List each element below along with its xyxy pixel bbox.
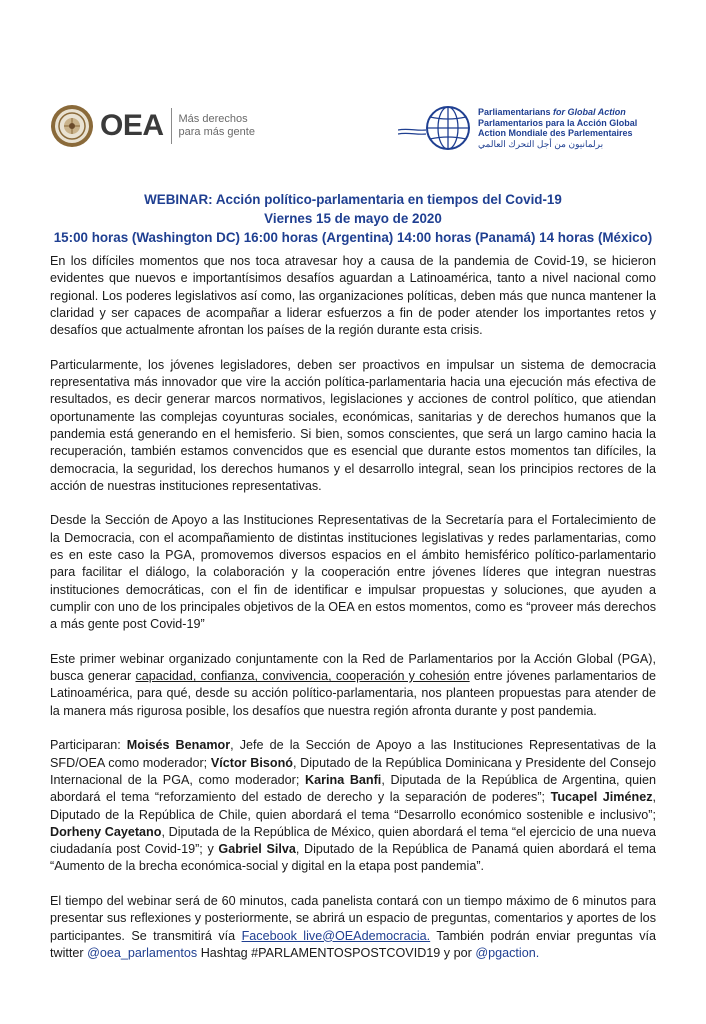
pga-line4: برلمانيون من أجل التحرك العالمي: [478, 138, 604, 149]
oea-tagline: [179, 113, 255, 139]
pgaction-link[interactable]: @pgaction.: [475, 945, 540, 960]
twitter-oea-link[interactable]: @oea_parlamentos: [87, 945, 198, 960]
oea-seal-icon: [50, 104, 94, 148]
participant-name: Dorheny Cayetano: [50, 824, 162, 839]
p5-intro: Participaran:: [50, 738, 127, 753]
facebook-link[interactable]: Facebook live@OEAdemocracia.: [241, 928, 431, 943]
globe-icon: [398, 104, 472, 152]
p4-text-a: Este primer webinar organizado conjuntamente con la Red de Parlamentarios por la Acción Global (PGA), busca generar: [50, 651, 656, 684]
pga-line1-main: Parliamentarians: [478, 107, 551, 117]
pga-line3: Action Mondiale des Parlementaires: [478, 128, 633, 138]
oea-tagline-line1: Más derechos: [178, 113, 248, 125]
document-body: [50, 253, 656, 979]
oea-tagline-line2: para más gente: [178, 126, 255, 138]
paragraph-3: Desde la Sección de Apoyo a las Instituciones Representativas de la Secretaría para el Fortalecimiento de la Democracia, con el acompañamiento de distintas instituciones legislativas y redes parlamentarias, como es en este caso la PGA, promovemos diversos espacios en el ámbito hemisférico político-parlamentario para facilitar el diálogo, la colaboración y la cooperación entre jóvenes líderes que integran nuestras instituciones democráticas, con el fin de identificar e impulsar propuestas y soluciones, que ayuden a cumplir con uno de los principales objetivos de la OEA en estos momentos, como es “proveer más derechos a más gente post Covid-19”: [50, 513, 656, 632]
p6-text-b: También podrán enviar preguntas vía twitter: [50, 928, 656, 960]
p4-text-b: entre jóvenes parlamentarios de Latinoamérica, para qué, desde su acción político-parlamentaria, nos planteen propuestas para atender de la manera más rigurosa posible, los desafíos que nuestra región afronta durante y post pandemia.: [50, 669, 657, 718]
participant-name: Karina Banfi: [305, 772, 382, 787]
paragraph-5-participants: [50, 737, 656, 875]
paragraph-1: En los difíciles momentos que nos toca atravesar hoy a causa de la pandemia de Covid-19, se hicieron evidentes que nuevos e importantísimos desafíos aguardan a Latinoamérica, tanto a nivel nacional como regional. Los poderes legislativos así como, las organizaciones políticas, deben más que nunca mantener la claridad y ser capaces de acompañar a liderar esfuerzos a fin de poder atender los importantes retos y desafíos que actualmente afrontan los países de la región durante esta crisis.: [50, 254, 656, 338]
participant-desc: , Diputada de la República de Argentina, quien abordará el tema “reforzamiento del estado de derecho y la separación de poderes”;: [50, 772, 656, 805]
letterhead: [0, 0, 706, 170]
webinar-title-block: [0, 190, 706, 247]
paragraph-4: [50, 651, 656, 720]
p6-text-c: Hashtag #PARLAMENTOSPOSTCOVID19 y por: [197, 945, 476, 960]
paragraph-6: [50, 893, 656, 962]
oea-divider: [171, 108, 172, 144]
p4-underlined: capacidad, confianza, convivencia, cooperación y cohesión: [135, 669, 470, 684]
pga-logo: [398, 104, 637, 152]
webinar-times: 15:00 horas (Washington DC) 16:00 horas (Argentina) 14:00 horas (Panamá) 14 horas (México): [53, 230, 653, 245]
pga-line2: Parlamentarios para la Acción Global: [478, 117, 638, 128]
pga-text: [478, 107, 637, 149]
p6-text-a: El tiempo del webinar será de 60 minutos, cada panelista contará con un tiempo máximo de 6 minutos para presentar sus reflexiones y posteriormente, se abrirá un espacio de preguntas, comentarios y aportes de los participantes. Se transmitirá vía: [50, 893, 656, 943]
webinar-date: Viernes 15 de mayo de 2020: [264, 211, 442, 226]
participant-name: Gabriel Silva: [218, 842, 296, 857]
oea-logo: [50, 104, 255, 148]
pga-line1-italic: for Global Action: [550, 107, 626, 117]
webinar-title: WEBINAR: Acción político-parlamentaria en tiempos del Covid-19: [144, 192, 562, 207]
participant-name: Víctor Bisonó: [210, 755, 293, 770]
oea-wordmark: OEA: [100, 109, 164, 142]
participant-name: Tucapel Jiménez: [550, 790, 653, 805]
participant-desc: , Diputado de la República de Panamá quien abordará el tema “Aumento de la brecha económica-social y digital en la etapa post pandemia”.: [50, 842, 656, 874]
participant-desc: , Jefe de la Sección de Apoyo a las Instituciones Representativas de la SFD/OEA como moderador;: [50, 738, 656, 770]
participant-name: Moisés Benamor: [126, 738, 231, 753]
participant-desc: , Diputada de la República de México, quien abordará el tema “el ejercicio de una nueva ciudadanía post Covid-19”; y: [50, 824, 656, 857]
participant-desc: , Diputado de la República Dominicana y Presidente del Consejo Internacional de la PGA, como moderador;: [50, 755, 657, 787]
participant-desc: , Diputado de la República de Chile, quien abordará el tema “Desarrollo económico sostenible e inclusivo”;: [50, 790, 656, 822]
pga-line1: [478, 107, 637, 118]
paragraph-2: Particularmente, los jóvenes legisladores, deben ser proactivos en impulsar un sistema de democracia representativa más innovador que vire la acción política-parlamentaria hacia una ejecución más efectiva de resultados, es decir generar marcos normativos, legislaciones y acciones de control político, que atiendan oportunamente las complejas coyunturas sociales, económicas, sanitarias y de derechos humanos que la pandemia está generando en el hemisferio. Si bien, somos conscientes, que será un largo camino hacia la recuperación, también estamos convencidos que es esencial que durante estos momentos tan difíciles, la democracia, la seguridad, los derechos humanos y el desarrollo integral, sean los principios rectores de la acción de nuestras instituciones representativas.: [50, 357, 656, 493]
